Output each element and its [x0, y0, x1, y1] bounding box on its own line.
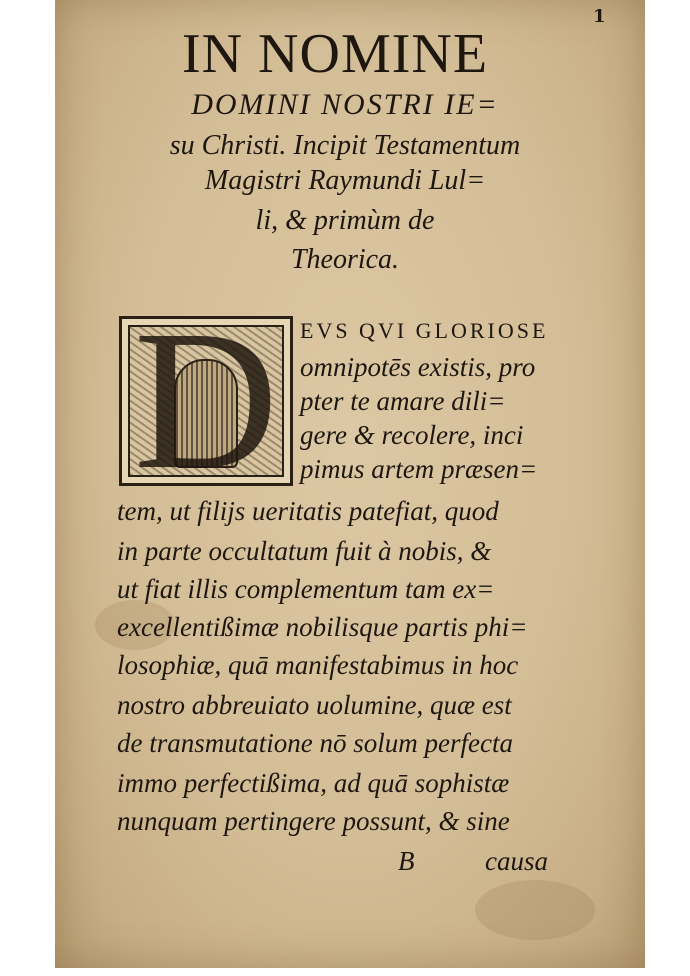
heading-line-1: DOMINI NOSTRI IE=	[191, 88, 499, 121]
body-line-4: gere & recolere, inci	[300, 420, 524, 450]
body-line-6: tem, ut filijs ueritatis patefiat, quod	[117, 496, 499, 526]
heading-line-4: li, & primùm de	[255, 205, 435, 236]
book-page	[55, 0, 645, 968]
heading-line-5: Theorica.	[290, 244, 400, 275]
body-line-14: nunquam pertingere possunt, & sine	[117, 806, 510, 836]
page-title: IN NOMINE	[181, 23, 489, 85]
body-line-12: de transmutatione nō solum perfecta	[117, 728, 513, 758]
catchword: causa	[485, 846, 548, 876]
body-line-1: EVS QVI GLORIOSE	[300, 318, 549, 343]
body-line-9: excellentißimæ nobilisque partis phi=	[117, 612, 528, 642]
body-line-5: pimus artem præsen=	[300, 454, 538, 484]
body-line-13: immo perfectißima, ad quā sophistæ	[117, 768, 510, 798]
body-line-8: ut fiat illis complementum tam ex=	[117, 574, 495, 604]
initial-letter: D	[133, 316, 279, 486]
signature-mark: B	[398, 846, 415, 876]
body-line-7: in parte occultatum fuit à nobis, &	[117, 536, 492, 566]
heading-line-3: Magistri Raymundi Lul=	[204, 165, 486, 196]
body-line-11: nostro abbreuiato uolumine, quæ est	[117, 690, 512, 720]
paper-stain	[475, 880, 595, 940]
body-line-2: omnipotēs existis, pro	[300, 352, 536, 382]
body-line-3: pter te amare dili=	[300, 386, 506, 416]
body-line-10: losophiæ, quā manifestabimus in hoc	[117, 650, 519, 680]
heading-line-2: su Christi. Incipit Testamentum	[169, 130, 521, 161]
folio-number: 1	[593, 6, 606, 27]
decorated-initial	[119, 316, 293, 486]
